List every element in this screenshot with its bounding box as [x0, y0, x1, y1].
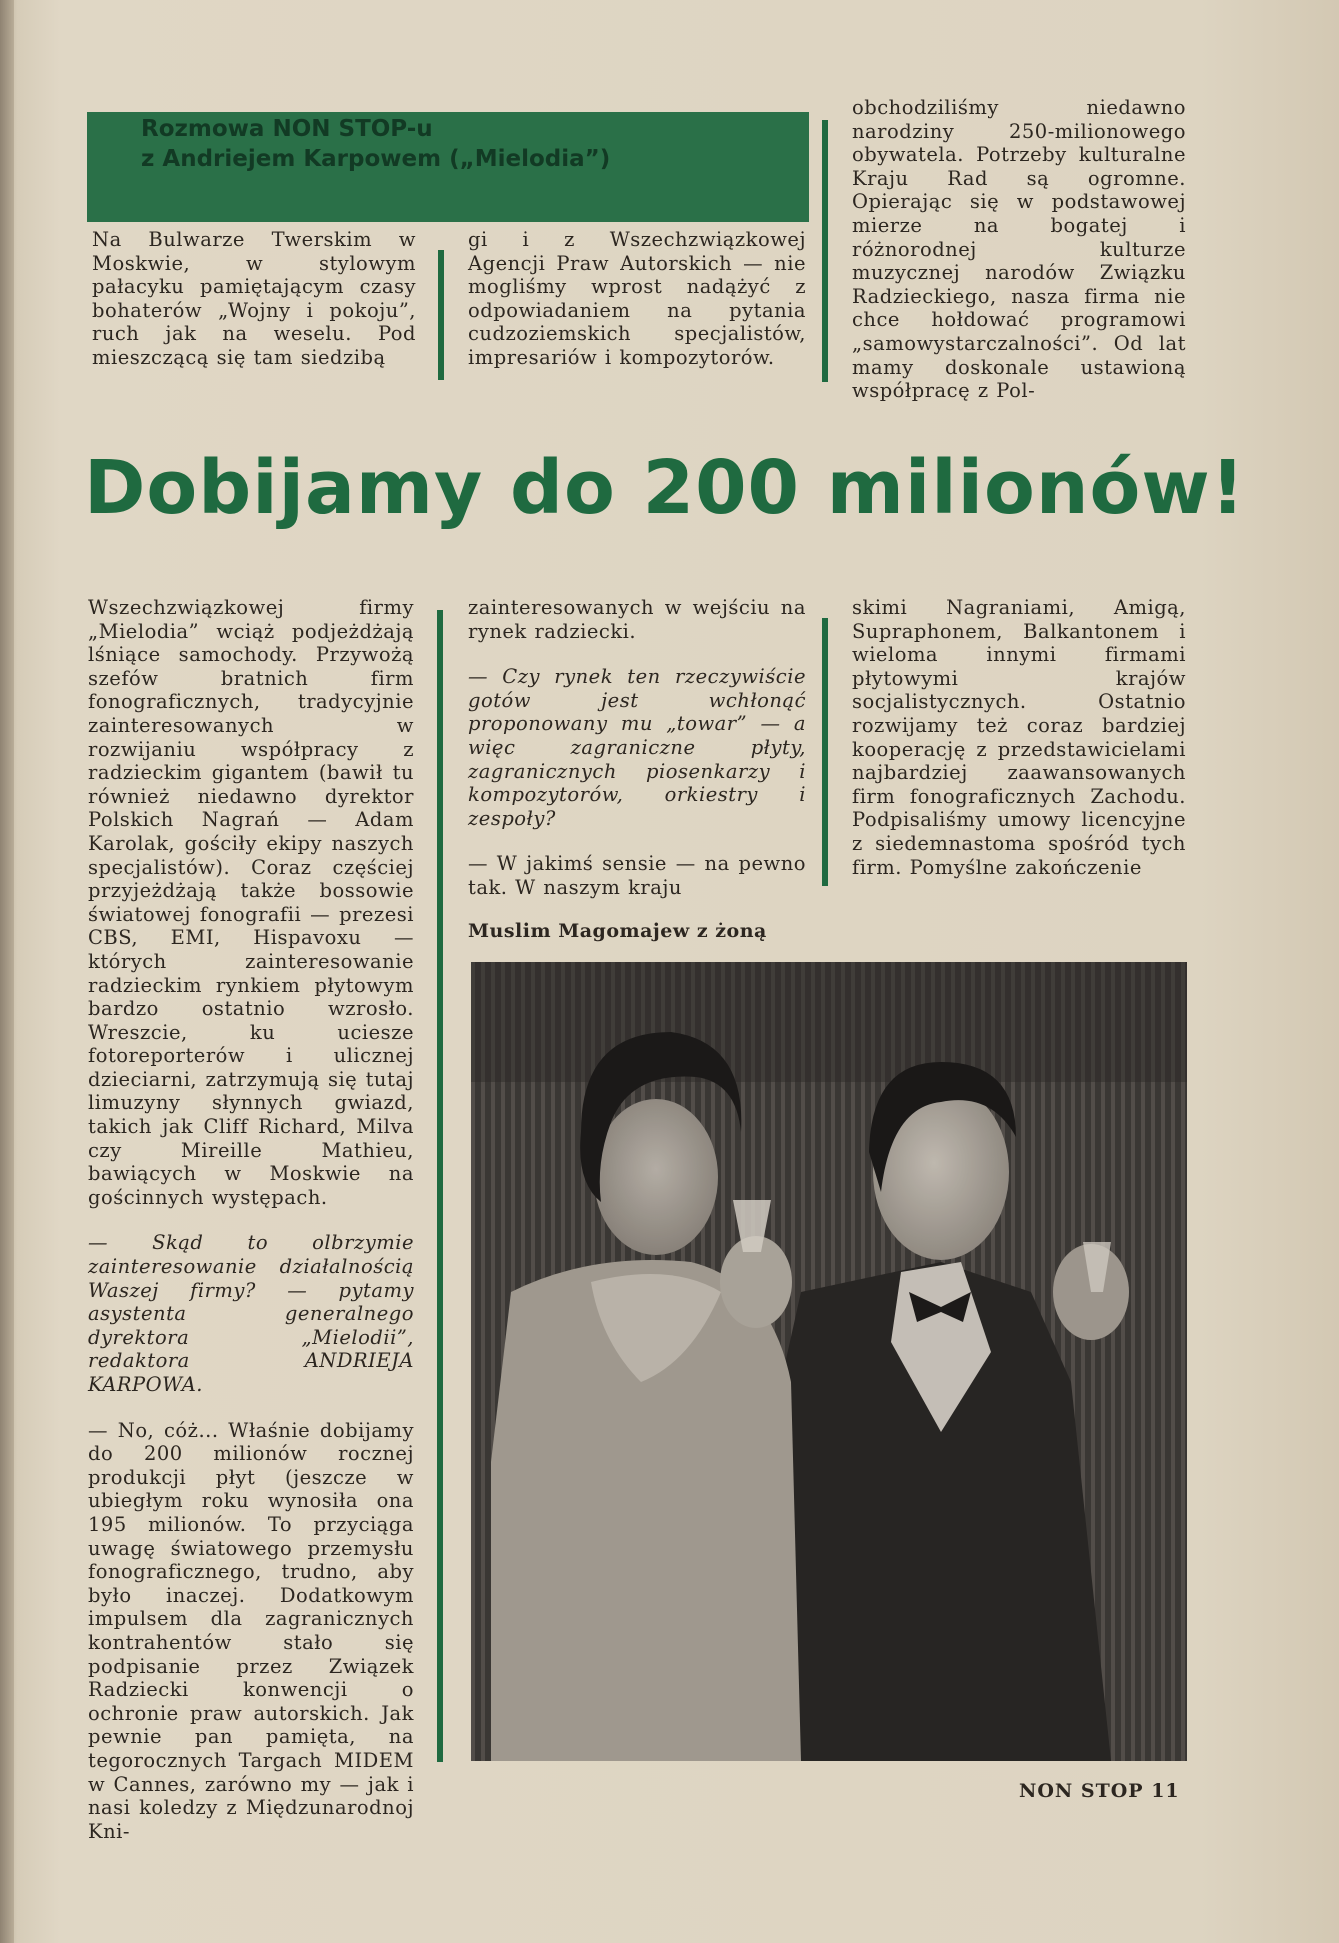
body-paragraph: — No, cóż... Właśnie dobijamy do 200 milionów rocznej produkcji płyt (jeszcze w ubiegłym roku wynosiła ona 195 milionów. To przyciąga uwagę światowego przemysłu fonograficznego, trudno, aby było inaczej. Dodatkowym impulsem dla zagranicznych kontrahentów stało się podpisanie przez Związek Radziecki konwencji o ochronie praw autorskich. Jak pewnie pan pamięta, na tegorocznych Targach MIDEM w Cannes, zarówno my — jak i nasi koledzy z Międzunarodnoj Kni- [88, 1418, 414, 1843]
interview-question: — Skąd to olbrzymie zainteresowanie działalnością Waszej firmy? — pytamy asystenta generalnego dyrektora „Mielodii”, redaktora ANDRIEJA KARPOWA. [88, 1231, 414, 1396]
column-rule [822, 618, 828, 886]
article-title: Dobijamy do 200 milionów! [84, 445, 1246, 531]
binding-edge [0, 0, 14, 1943]
column-rule [438, 250, 444, 380]
intro-paragraph: gi i z Wszechzwiązkowej Agencji Praw Autorskich — nie mogliśmy wprost nadążyć z odpowiadaniem na pytania cudzoziemskich specjalistów, impresariów i kompozytorów. [468, 228, 806, 369]
body-paragraph: zainteresowanych w wejściu na rynek radziecki. [468, 596, 806, 643]
interview-header-box [87, 112, 809, 222]
column-rule [437, 610, 443, 1762]
column-rule [822, 120, 828, 382]
body-paragraph: — W jakimś sensie — na pewno tak. W naszym kraju [468, 852, 806, 899]
intro-column-3 [852, 96, 1186, 403]
page-footer: NON STOP 11 [1019, 1780, 1180, 1802]
header-line-2: z Andriejem Karpowem („Mielodia”) [141, 146, 611, 172]
interview-question: — Czy rynek ten rzeczywiście gotów jest wchłonąć proponowany mu „towar” — a więc zagraniczne płyty, zagranicznych piosenkarzy i kompozytorów, orkiestry i zespoły? [468, 665, 806, 830]
body-paragraph: skimi Nagraniami, Amigą, Supraphonem, Balkantonem i wieloma innymi firmami płytowymi krajów socjalistycznych. Ostatnio rozwijamy też coraz bardziej kooperację z przedstawicielami najbardziej zaawansowanych firm fonograficznych Zachodu. Podpisaliśmy umowy licencyjne z siedemnastoma spośród tych firm. Pomyślne zakończenie [852, 596, 1186, 879]
couple-photo [471, 962, 1187, 1761]
intro-paragraph: obchodziliśmy niedawno narodziny 250-milionowego obywatela. Potrzeby kulturalne Kraju Rad są ogromne. Opierając się w podstawowej mierze na bogatej i różnorodnej kulturze muzycznej narodów Związku Radzieckiego, nasza firma nie chce hołdować programowi „samowystarczalności”. Od lat mamy doskonale ustawioną współpracę z Pol- [852, 96, 1186, 403]
intro-column-1 [92, 228, 416, 370]
photo-caption: Muslim Magomajew z żoną [468, 920, 767, 942]
body-column-3 [852, 596, 1186, 879]
body-paragraph: Wszechzwiązkowej firmy „Mielodia” wciąż podjeżdżają lśniące samochody. Przywożą szefów bratnich firm fonograficznych, tradycyjnie zainteresowanych w rozwijaniu współpracy z radzieckim gigantem (bawił tu również niedawno dyrektor Polskich Nagrań — Adam Karolak, gościły ekipy naszych specjalistów). Coraz częściej przyjeżdżają także bossowie światowej fonografii — prezesi CBS, EMI, Hispavoxu — których zainteresowanie radzieckim rynkiem płytowym bardzo ostatnio wzrosło. Wreszcie, ku uciesze fotoreporterów i ulicznej dzieciarni, zatrzymują się tutaj limuzyny słynnych gwiazd, takich jak Cliff Richard, Milva czy Mireille Mathieu, bawiących w Moskwie na gościnnych występach. [88, 596, 414, 1209]
intro-column-2 [468, 228, 806, 370]
header-line-1: Rozmowa NON STOP-u [141, 116, 433, 142]
intro-paragraph: Na Bulwarze Twerskim w Moskwie, w stylowym pałacyku pamiętającym czasy bohaterów „Wojny i pokoju”, ruch jak na weselu. Pod mieszczącą się tam siedzibą [92, 228, 416, 369]
body-column-1 [88, 596, 414, 1843]
photo-illustration [471, 962, 1187, 1761]
body-column-2 [468, 596, 806, 900]
